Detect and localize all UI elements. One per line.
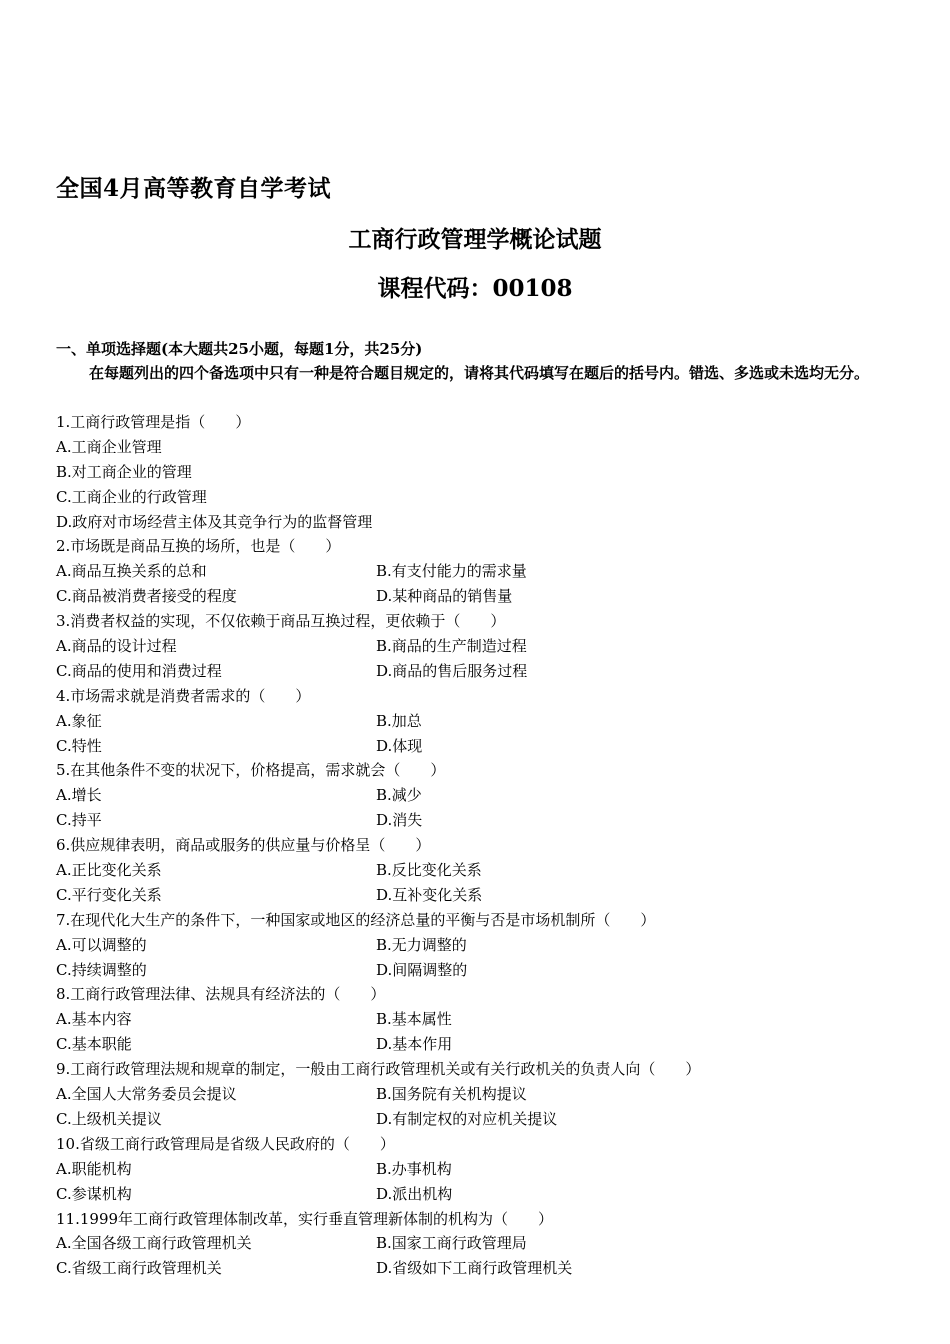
question-option: A.商品的设计过程 bbox=[56, 637, 177, 656]
question-stem: 3.消费者权益的实现，不仅依赖于商品互换过程，更依赖于（ ） bbox=[56, 612, 506, 631]
question-stem: 8.工商行政管理法律、法规具有经济法的（ ） bbox=[56, 985, 386, 1004]
option-row bbox=[56, 933, 916, 958]
question-option: A.工商企业管理 bbox=[56, 437, 162, 456]
question-option: C.持平 bbox=[56, 811, 102, 830]
option-row bbox=[56, 883, 916, 908]
question-option: C.平行变化关系 bbox=[56, 885, 162, 904]
option-row bbox=[56, 659, 916, 684]
option-row bbox=[56, 559, 916, 584]
option-row bbox=[56, 584, 916, 609]
question-option: A.职能机构 bbox=[56, 1159, 132, 1178]
question-option: B.国务院有关机构提议 bbox=[376, 1085, 527, 1104]
question-option: B.对工商企业的管理 bbox=[56, 462, 192, 481]
option-row bbox=[56, 734, 916, 759]
section-heading: 一、单项选择题(本大题共25小题，每题1分，共25分) bbox=[56, 340, 423, 358]
option-row bbox=[56, 1231, 916, 1256]
option-row bbox=[56, 1107, 916, 1132]
question-option: B.国家工商行政管理局 bbox=[376, 1234, 527, 1253]
question-stem: 5.在其他条件不变的状况下，价格提高，需求就会（ ） bbox=[56, 761, 446, 780]
question-option: D.派出机构 bbox=[376, 1184, 453, 1203]
question-option: C.上级机关提议 bbox=[56, 1109, 162, 1128]
question-option: B.办事机构 bbox=[376, 1159, 452, 1178]
question-option: C.持续调整的 bbox=[56, 960, 147, 979]
question-option: D.有制定权的对应机关提议 bbox=[376, 1109, 558, 1128]
question-option: A.全国人大常务委员会提议 bbox=[56, 1085, 237, 1104]
option-row bbox=[56, 634, 916, 659]
option-row bbox=[56, 958, 916, 983]
question-option: C.基本职能 bbox=[56, 1035, 132, 1054]
question-option: D.基本作用 bbox=[376, 1035, 453, 1054]
question-option: B.加总 bbox=[376, 711, 422, 730]
question-stem: 6.供应规律表明，商品或服务的供应量与价格呈（ ） bbox=[56, 836, 431, 855]
question-option: A.商品互换关系的总和 bbox=[56, 562, 207, 581]
question-stem: 10.省级工商行政管理局是省级人民政府的（ ） bbox=[56, 1134, 395, 1153]
question-option: B.基本属性 bbox=[376, 1010, 452, 1029]
option-row bbox=[56, 858, 916, 883]
question-stem: 9.工商行政管理法规和规章的制定，一般由工商行政管理机关或有关行政机关的负责人向（ ） bbox=[56, 1060, 701, 1079]
question-stem: 1.工商行政管理是指（ ） bbox=[56, 413, 251, 431]
option-row bbox=[56, 709, 916, 734]
section-header bbox=[56, 337, 901, 385]
option-row bbox=[56, 1182, 916, 1207]
question-option: D.商品的售后服务过程 bbox=[376, 661, 528, 680]
question-option: C.特性 bbox=[56, 736, 102, 755]
question-option: B.商品的生产制造过程 bbox=[376, 637, 527, 656]
question-list bbox=[56, 410, 916, 1281]
question-stem: 4.市场需求就是消费者需求的（ ） bbox=[56, 686, 311, 705]
question-option: D.政府对市场经营主体及其竞争行为的监督管理 bbox=[56, 512, 373, 531]
question-option: D.省级如下工商行政管理机关 bbox=[376, 1259, 573, 1278]
question-option: A.正比变化关系 bbox=[56, 861, 162, 880]
question-option: A.全国各级工商行政管理机关 bbox=[56, 1234, 252, 1253]
question-option: D.互补变化关系 bbox=[376, 885, 483, 904]
question-option: C.工商企业的行政管理 bbox=[56, 487, 207, 506]
option-row bbox=[56, 1082, 916, 1107]
option-row bbox=[56, 1157, 916, 1182]
question-option: D.体现 bbox=[376, 736, 423, 755]
question-option: A.象征 bbox=[56, 711, 102, 730]
option-row bbox=[56, 1007, 916, 1032]
question-option: B.反比变化关系 bbox=[376, 861, 482, 880]
question-stem: 11.1999年工商行政管理体制改革，实行垂直管理新体制的机构为（ ） bbox=[56, 1209, 554, 1228]
question-option: A.基本内容 bbox=[56, 1010, 132, 1029]
question-option: C.参谋机构 bbox=[56, 1184, 132, 1203]
option-row bbox=[56, 1032, 916, 1057]
subject-title: 工商行政管理学概论试题 bbox=[348, 226, 602, 253]
exam-title: 全国4月高等教育自学考试 bbox=[56, 175, 332, 202]
question-stem: 2.市场既是商品互换的场所，也是（ ） bbox=[56, 537, 341, 556]
question-stem: 7.在现代化大生产的条件下，一种国家或地区的经济总量的平衡与否是市场机制所（ ） bbox=[56, 910, 656, 929]
option-row bbox=[56, 808, 916, 833]
question-option: B.减少 bbox=[376, 786, 422, 805]
option-row bbox=[56, 783, 916, 808]
question-option: A.可以调整的 bbox=[56, 935, 147, 954]
option-row bbox=[56, 1256, 916, 1281]
section-instruction: 在每题列出的四个备选项中只有一种是符合题目规定的，请将其代码填写在题后的括号内。错选、多选或未选均无分。 bbox=[89, 364, 870, 382]
question-option: D.间隔调整的 bbox=[376, 960, 468, 979]
question-option: D.某种商品的销售量 bbox=[376, 587, 513, 606]
question-option: C.商品被消费者接受的程度 bbox=[56, 587, 237, 606]
course-code: 课程代码：00108 bbox=[377, 275, 573, 302]
question-option: C.省级工商行政管理机关 bbox=[56, 1259, 222, 1278]
question-option: B.有支付能力的需求量 bbox=[376, 562, 527, 581]
question-option: D.消失 bbox=[376, 811, 423, 830]
question-option: A.增长 bbox=[56, 786, 102, 805]
question-option: C.商品的使用和消费过程 bbox=[56, 661, 222, 680]
question-option: B.无力调整的 bbox=[376, 935, 467, 954]
